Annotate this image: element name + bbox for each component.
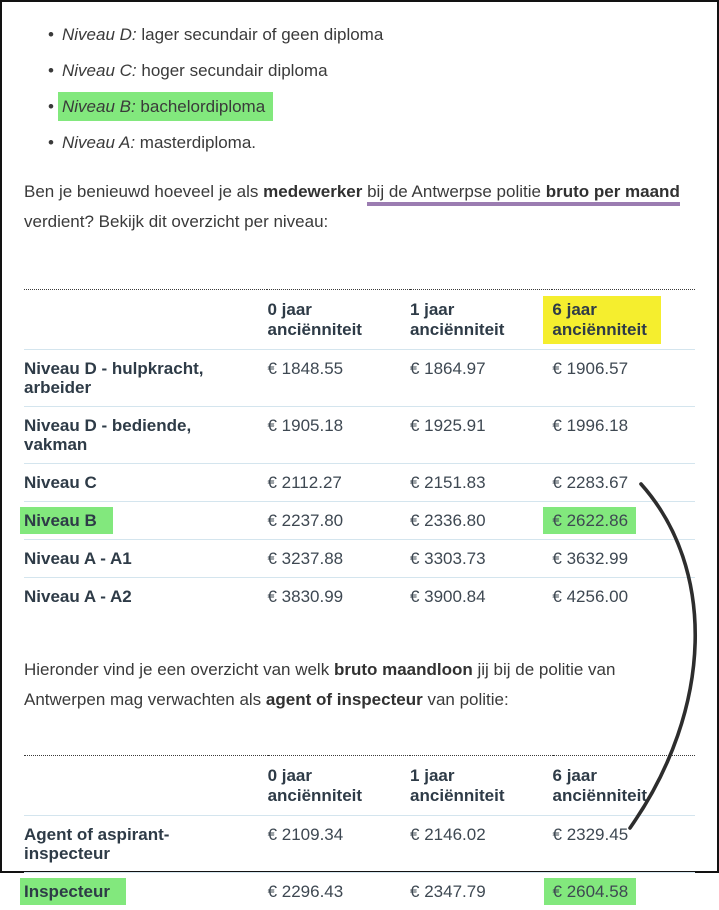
column-header-text: 0 jaar anciënniteit [268,766,370,806]
header-row [24,756,695,816]
row-label-cell: Niveau A - A1 [24,540,267,578]
salary-cell: € 1925.91 [410,407,552,464]
salary-table-agent-inspecteur [24,755,695,910]
salary-cell [552,502,695,540]
column-header [553,756,695,816]
niveau-label: Niveau A: [62,133,135,152]
salary-cell: € 3632.99 [552,540,695,578]
salary-cell: € 1996.18 [552,407,695,464]
salary-cell: € 2112.27 [267,464,409,502]
green-highlight [58,92,273,121]
table-row [24,816,695,873]
list-item [48,132,695,153]
list-item [48,24,695,45]
purple-underline-annotation [367,182,680,206]
salary-cell: € 2109.34 [268,816,410,873]
text-segment: verdient? Bekijk dit overzicht per niveau: [24,212,328,231]
table-row-inspecteur [24,873,695,910]
niveau-text: lager secundair of geen diploma [137,25,384,44]
column-header [410,290,552,350]
text-bold: medewerker [263,182,362,201]
text-bold: bruto maandloon [334,660,473,679]
text-segment: bij de Antwerpse politie [367,182,546,201]
green-highlight: Inspecteur [20,878,126,905]
salary-cell: € 1905.18 [267,407,409,464]
niveau-list [24,24,695,153]
header-row [24,290,695,350]
column-header-empty [24,756,268,816]
salary-cell [553,873,695,910]
salary-table-niveau [24,289,695,615]
salary-cell: € 2336.80 [410,502,552,540]
green-highlight: Niveau B [20,507,113,534]
text-bold: agent of inspecteur [266,690,423,709]
column-header [552,290,695,350]
row-label-cell: Agent of aspirant-inspecteur [24,816,268,873]
salary-cell: € 1906.57 [552,350,695,407]
row-label-cell [24,502,267,540]
salary-cell: € 3830.99 [267,578,409,616]
column-header-text: 0 jaar anciënniteit [267,300,369,340]
salary-cell: € 2151.83 [410,464,552,502]
salary-cell: € 2283.67 [552,464,695,502]
table-body [24,816,695,910]
column-header-text: 1 jaar anciënniteit [410,300,512,340]
table-row [24,540,695,578]
intro-paragraph [24,177,695,237]
niveau-text: masterdiploma. [135,133,256,152]
column-header-text: 6 jaar anciënniteit [553,766,655,806]
salary-cell: € 1848.55 [267,350,409,407]
salary-cell: € 4256.00 [552,578,695,616]
text-segment: Hieronder vind je een overzicht van welk [24,660,334,679]
table-row [24,407,695,464]
salary-cell: € 3237.88 [267,540,409,578]
table-row [24,578,695,616]
column-header-empty [24,290,267,350]
salary-cell: € 3303.73 [410,540,552,578]
list-item [48,96,695,117]
column-header-text: 1 jaar anciënniteit [410,766,512,806]
niveau-text: hoger secundair diploma [137,61,328,80]
row-label-cell: Niveau A - A2 [24,578,267,616]
salary-cell: € 1864.97 [410,350,552,407]
row-label-cell: Niveau C [24,464,267,502]
table-body [24,350,695,616]
row-label-cell: Niveau D - bediende, vakman [24,407,267,464]
row-label-cell: Niveau D - hulpkracht, arbeider [24,350,267,407]
table-row-niveau-b [24,502,695,540]
niveau-label: Niveau C: [62,61,137,80]
article-page [2,2,717,910]
salary-cell: € 2347.79 [410,873,552,910]
salary-cell: € 2296.43 [268,873,410,910]
text-segment: van politie: [423,690,509,709]
green-highlight: € 2622.86 [543,507,636,534]
table-head [24,756,695,816]
column-header [268,756,410,816]
salary-cell: € 2146.02 [410,816,552,873]
table-row [24,350,695,407]
column-header [410,756,552,816]
column-header [267,290,409,350]
niveau-text: bachelordiploma [136,97,265,116]
text-segment: Ben je benieuwd hoeveel je als [24,182,263,201]
yellow-highlight: 6 jaar anciënniteit [543,296,661,344]
table-row [24,464,695,502]
text-segment: jij bij de politie van Antwerpen mag verwachten als [24,660,615,709]
salary-cell: € 2237.80 [267,502,409,540]
niveau-label: Niveau B: [62,97,136,116]
salary-cell: € 2329.45 [553,816,695,873]
row-label-cell [24,873,268,910]
green-highlight: € 2604.58 [544,878,637,905]
mid-paragraph [24,655,695,715]
niveau-label: Niveau D: [62,25,137,44]
text-bold: bruto per maand [546,182,680,201]
salary-cell: € 3900.84 [410,578,552,616]
list-item [48,60,695,81]
table-head [24,290,695,350]
